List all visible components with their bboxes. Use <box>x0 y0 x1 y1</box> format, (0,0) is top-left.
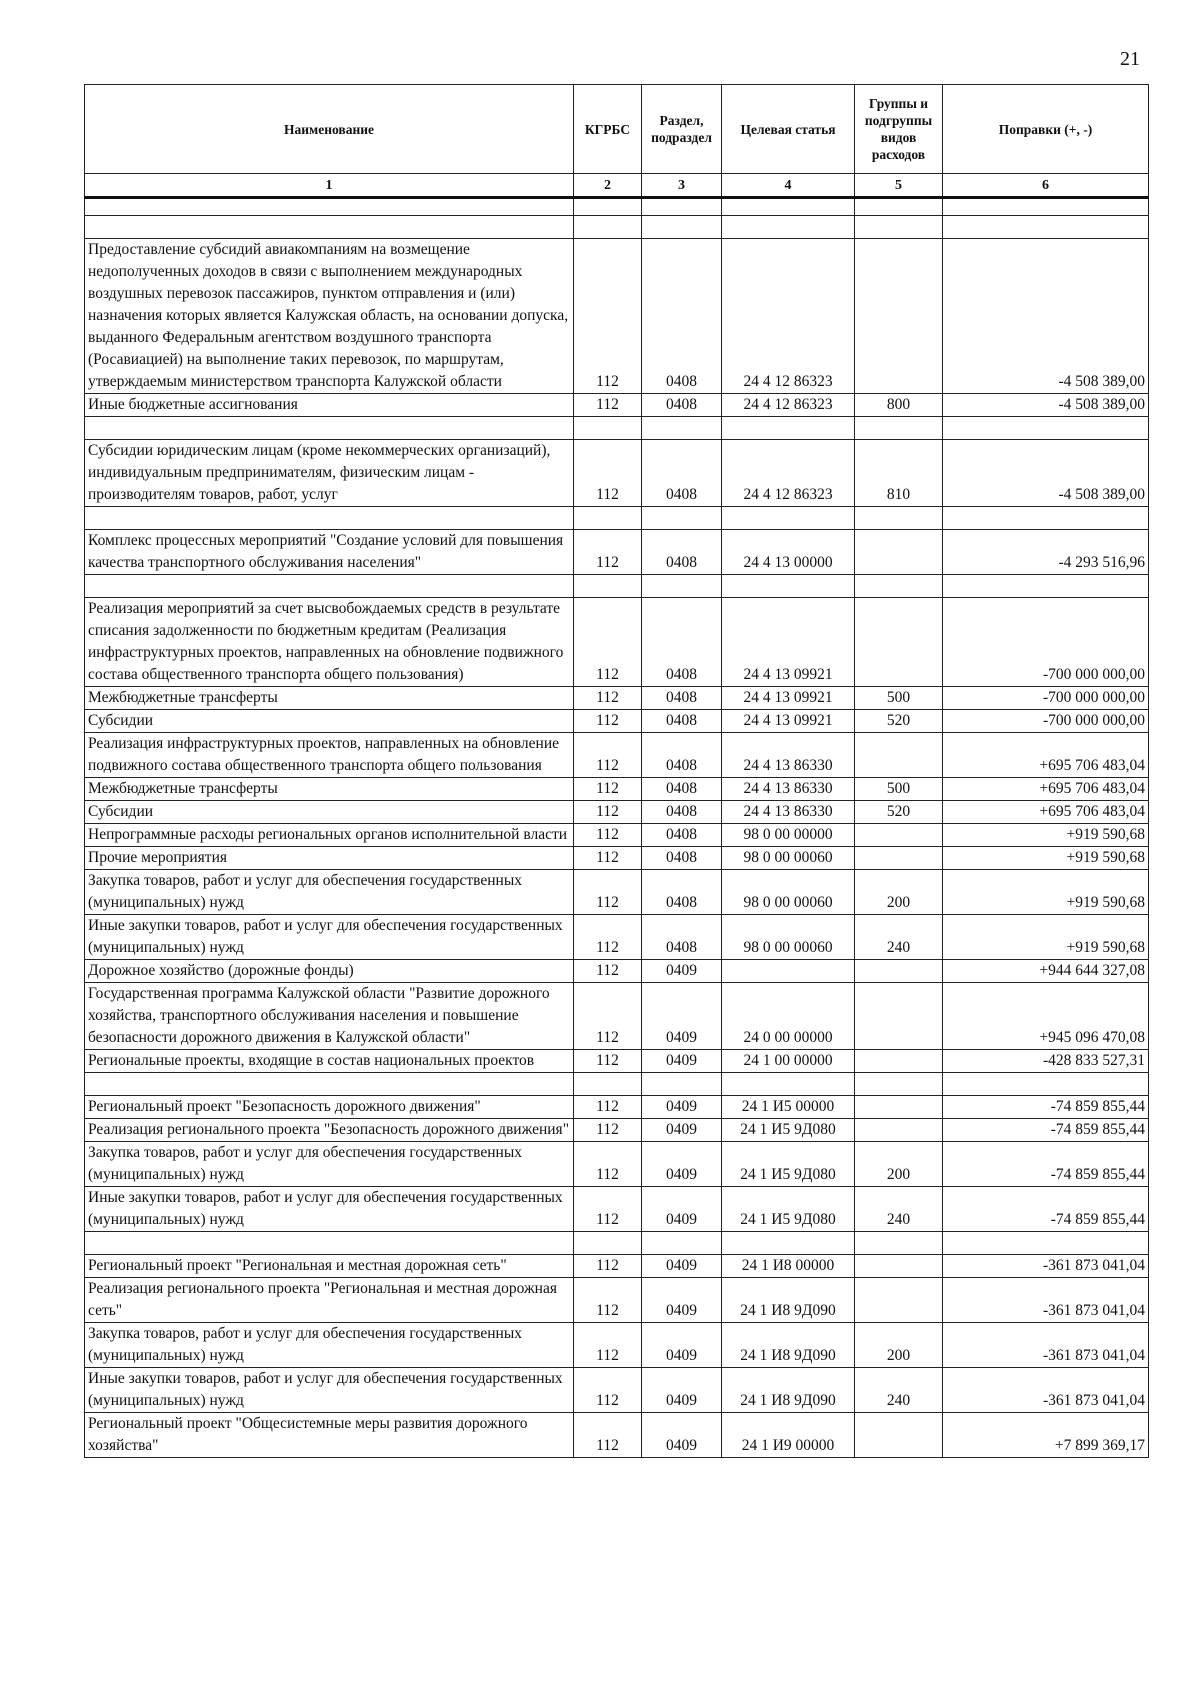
row-target-article: 24 0 00 00000 <box>722 983 855 1050</box>
row-kgrbs: 112 <box>574 710 642 733</box>
row-expense-type <box>855 983 943 1050</box>
row-expense-type: 200 <box>855 1323 943 1368</box>
row-target-article: 24 4 13 09921 <box>722 710 855 733</box>
table-row <box>85 847 1149 870</box>
table-row <box>85 824 1149 847</box>
row-target-article: 24 4 13 86330 <box>722 778 855 801</box>
row-name: Реализация мероприятий за счет высвобождаемых средств в результате списания задолженности по бюджетным кредитам (Реализация инфраструктурных проектов, направленных на обновление подвижного состава общественного транспорта общего пользования) <box>85 598 574 687</box>
row-kgrbs: 112 <box>574 1413 642 1458</box>
row-target-article: 24 1 И8 00000 <box>722 1255 855 1278</box>
table-row <box>85 983 1149 1050</box>
row-target-article: 24 1 И5 9Д080 <box>722 1142 855 1187</box>
row-target-article: 24 1 И5 00000 <box>722 1096 855 1119</box>
header-target-article: Целевая статья <box>722 85 855 174</box>
row-amount: -361 873 041,04 <box>943 1368 1149 1413</box>
row-expense-type <box>855 1255 943 1278</box>
row-amount: -74 859 855,44 <box>943 1096 1149 1119</box>
row-name: Государственная программа Калужской области "Развитие дорожного хозяйства, транспортного обслуживания населения и повышение безопасности дорожного движения в Калужской области" <box>85 983 574 1050</box>
table-row <box>85 870 1149 915</box>
row-target-article: 24 4 12 86323 <box>722 394 855 417</box>
row-expense-type: 200 <box>855 870 943 915</box>
row-kgrbs: 112 <box>574 1368 642 1413</box>
row-amount: -361 873 041,04 <box>943 1323 1149 1368</box>
table-row <box>85 530 1149 575</box>
row-kgrbs: 112 <box>574 915 642 960</box>
row-razdel: 0409 <box>642 1142 722 1187</box>
row-name: Прочие мероприятия <box>85 847 574 870</box>
row-expense-type <box>855 1413 943 1458</box>
row-kgrbs: 112 <box>574 598 642 687</box>
row-razdel: 0409 <box>642 960 722 983</box>
row-razdel: 0409 <box>642 1413 722 1458</box>
row-expense-type: 800 <box>855 394 943 417</box>
column-number-row <box>85 174 1149 198</box>
row-name: Комплекс процессных мероприятий "Создание условий для повышения качества транспортного обслуживания населения" <box>85 530 574 575</box>
row-target-article: 98 0 00 00060 <box>722 915 855 960</box>
row-razdel: 0408 <box>642 847 722 870</box>
row-expense-type: 500 <box>855 687 943 710</box>
row-name: Региональный проект "Общесистемные меры развития дорожного хозяйства" <box>85 1413 574 1458</box>
row-target-article: 24 4 12 86323 <box>722 440 855 507</box>
row-razdel: 0409 <box>642 983 722 1050</box>
table-header-row <box>85 85 1149 174</box>
row-name: Иные закупки товаров, работ и услуг для обеспечения государственных (муниципальных) нужд <box>85 1368 574 1413</box>
row-expense-type <box>855 847 943 870</box>
row-razdel: 0409 <box>642 1187 722 1232</box>
row-amount: +695 706 483,04 <box>943 733 1149 778</box>
row-expense-type <box>855 1050 943 1073</box>
row-name: Реализация регионального проекта "Безопасность дорожного движения" <box>85 1119 574 1142</box>
row-target-article: 24 1 И8 9Д090 <box>722 1323 855 1368</box>
table-row <box>85 239 1149 394</box>
row-target-article: 98 0 00 00060 <box>722 847 855 870</box>
row-target-article: 24 1 00 00000 <box>722 1050 855 1073</box>
row-name: Межбюджетные трансферты <box>85 687 574 710</box>
row-target-article <box>722 960 855 983</box>
row-kgrbs: 112 <box>574 1119 642 1142</box>
row-amount: -361 873 041,04 <box>943 1255 1149 1278</box>
row-razdel: 0408 <box>642 710 722 733</box>
row-target-article: 24 1 И8 9Д090 <box>722 1278 855 1323</box>
row-name: Региональный проект "Безопасность дорожного движения" <box>85 1096 574 1119</box>
row-target-article: 24 4 13 86330 <box>722 801 855 824</box>
row-name: Иные закупки товаров, работ и услуг для обеспечения государственных (муниципальных) нужд <box>85 1187 574 1232</box>
row-expense-type <box>855 239 943 394</box>
row-expense-type <box>855 530 943 575</box>
row-name: Субсидии юридическим лицам (кроме некоммерческих организаций), индивидуальным предпринимателям, физическим лицам - производителям товаров, работ, услуг <box>85 440 574 507</box>
table-row <box>85 1050 1149 1073</box>
row-razdel: 0409 <box>642 1119 722 1142</box>
table-body <box>85 198 1149 1458</box>
row-expense-type <box>855 598 943 687</box>
row-razdel: 0409 <box>642 1096 722 1119</box>
row-amount: -4 508 389,00 <box>943 394 1149 417</box>
row-amount: +7 899 369,17 <box>943 1413 1149 1458</box>
header-amendments: Поправки (+, -) <box>943 85 1149 174</box>
column-number: 1 <box>85 174 574 198</box>
row-target-article: 24 4 13 09921 <box>722 598 855 687</box>
row-expense-type: 200 <box>855 1142 943 1187</box>
table-row <box>85 1119 1149 1142</box>
row-target-article: 24 1 И5 9Д080 <box>722 1187 855 1232</box>
header-kgrbs: КГРБС <box>574 85 642 174</box>
table-row <box>85 1323 1149 1368</box>
row-razdel: 0409 <box>642 1255 722 1278</box>
row-name: Закупка товаров, работ и услуг для обеспечения государственных (муниципальных) нужд <box>85 870 574 915</box>
row-razdel: 0409 <box>642 1050 722 1073</box>
row-kgrbs: 112 <box>574 1255 642 1278</box>
column-number: 6 <box>943 174 1149 198</box>
row-expense-type: 240 <box>855 1368 943 1413</box>
row-expense-type: 500 <box>855 778 943 801</box>
row-razdel: 0408 <box>642 801 722 824</box>
row-expense-type <box>855 960 943 983</box>
row-target-article: 24 4 13 00000 <box>722 530 855 575</box>
row-amount: +919 590,68 <box>943 915 1149 960</box>
column-number: 3 <box>642 174 722 198</box>
row-target-article: 24 1 И8 9Д090 <box>722 1368 855 1413</box>
row-razdel: 0408 <box>642 824 722 847</box>
row-kgrbs: 112 <box>574 824 642 847</box>
row-razdel: 0408 <box>642 778 722 801</box>
row-kgrbs: 112 <box>574 778 642 801</box>
row-target-article: 98 0 00 00000 <box>722 824 855 847</box>
row-razdel: 0408 <box>642 733 722 778</box>
row-razdel: 0409 <box>642 1323 722 1368</box>
row-name: Закупка товаров, работ и услуг для обеспечения государственных (муниципальных) нужд <box>85 1323 574 1368</box>
row-razdel: 0408 <box>642 239 722 394</box>
row-amount: +944 644 327,08 <box>943 960 1149 983</box>
row-amount: -4 508 389,00 <box>943 440 1149 507</box>
row-amount: +945 096 470,08 <box>943 983 1149 1050</box>
table-row <box>85 394 1149 417</box>
row-expense-type: 520 <box>855 710 943 733</box>
column-number: 4 <box>722 174 855 198</box>
column-number: 2 <box>574 174 642 198</box>
table-row <box>85 687 1149 710</box>
row-kgrbs: 112 <box>574 1142 642 1187</box>
row-target-article: 98 0 00 00060 <box>722 870 855 915</box>
row-kgrbs: 112 <box>574 530 642 575</box>
table-row <box>85 1413 1149 1458</box>
row-amount: +919 590,68 <box>943 870 1149 915</box>
row-name: Субсидии <box>85 801 574 824</box>
row-kgrbs: 112 <box>574 1050 642 1073</box>
table-row <box>85 1255 1149 1278</box>
row-name: Закупка товаров, работ и услуг для обеспечения государственных (муниципальных) нужд <box>85 1142 574 1187</box>
table-row <box>85 598 1149 687</box>
table-row <box>85 778 1149 801</box>
row-name: Предоставление субсидий авиакомпаниям на возмещение недополученных доходов в связи с выполнением международных воздушных перевозок пассажиров, пунктом отправления и (или) назначения которых является Калужская область, на основании допуска, выданного Федеральным агентством воздушного транспорта (Росавиацией) на выполнение таких перевозок, по маршрутам, утверждаемым министерством транспорта Калужской области <box>85 239 574 394</box>
row-amount: +919 590,68 <box>943 847 1149 870</box>
row-amount: -74 859 855,44 <box>943 1142 1149 1187</box>
row-kgrbs: 112 <box>574 239 642 394</box>
row-kgrbs: 112 <box>574 1323 642 1368</box>
row-amount: -700 000 000,00 <box>943 710 1149 733</box>
row-amount: +695 706 483,04 <box>943 778 1149 801</box>
header-name: Наименование <box>85 85 574 174</box>
row-expense-type: 240 <box>855 1187 943 1232</box>
row-amount: -4 508 389,00 <box>943 239 1149 394</box>
table-row <box>85 1096 1149 1119</box>
column-number: 5 <box>855 174 943 198</box>
table-row <box>85 710 1149 733</box>
table-row <box>85 960 1149 983</box>
row-name: Дорожное хозяйство (дорожные фонды) <box>85 960 574 983</box>
row-name: Региональный проект "Региональная и местная дорожная сеть" <box>85 1255 574 1278</box>
row-amount: -700 000 000,00 <box>943 687 1149 710</box>
row-target-article: 24 4 12 86323 <box>722 239 855 394</box>
row-kgrbs: 112 <box>574 733 642 778</box>
row-expense-type: 810 <box>855 440 943 507</box>
table-row <box>85 1278 1149 1323</box>
row-target-article: 24 4 13 09921 <box>722 687 855 710</box>
budget-table <box>84 84 1149 1458</box>
row-target-article: 24 1 И5 9Д080 <box>722 1119 855 1142</box>
row-kgrbs: 112 <box>574 1096 642 1119</box>
row-amount: +919 590,68 <box>943 824 1149 847</box>
row-expense-type: 520 <box>855 801 943 824</box>
row-kgrbs: 112 <box>574 687 642 710</box>
row-razdel: 0408 <box>642 915 722 960</box>
row-name: Реализация инфраструктурных проектов, направленных на обновление подвижного состава общественного транспорта общего пользования <box>85 733 574 778</box>
row-name: Реализация регионального проекта "Региональная и местная дорожная сеть" <box>85 1278 574 1323</box>
row-kgrbs: 112 <box>574 983 642 1050</box>
page-number: 21 <box>1120 48 1140 70</box>
row-amount: -74 859 855,44 <box>943 1187 1149 1232</box>
row-kgrbs: 112 <box>574 801 642 824</box>
table-row <box>85 801 1149 824</box>
row-razdel: 0409 <box>642 1278 722 1323</box>
row-amount: -700 000 000,00 <box>943 598 1149 687</box>
row-name: Субсидии <box>85 710 574 733</box>
row-kgrbs: 112 <box>574 1187 642 1232</box>
row-amount: -74 859 855,44 <box>943 1119 1149 1142</box>
row-name: Иные бюджетные ассигнования <box>85 394 574 417</box>
table-row <box>85 440 1149 507</box>
row-amount: -4 293 516,96 <box>943 530 1149 575</box>
header-razdel: Раздел, подраздел <box>642 85 722 174</box>
row-amount: -361 873 041,04 <box>943 1278 1149 1323</box>
row-expense-type: 240 <box>855 915 943 960</box>
row-expense-type <box>855 1278 943 1323</box>
row-kgrbs: 112 <box>574 440 642 507</box>
row-amount: +695 706 483,04 <box>943 801 1149 824</box>
table-row <box>85 1142 1149 1187</box>
table-row <box>85 915 1149 960</box>
row-razdel: 0408 <box>642 394 722 417</box>
row-razdel: 0408 <box>642 870 722 915</box>
table-row <box>85 733 1149 778</box>
row-expense-type <box>855 733 943 778</box>
row-name: Межбюджетные трансферты <box>85 778 574 801</box>
row-expense-type <box>855 1096 943 1119</box>
row-target-article: 24 4 13 86330 <box>722 733 855 778</box>
table-row <box>85 1368 1149 1413</box>
row-razdel: 0408 <box>642 598 722 687</box>
row-razdel: 0409 <box>642 1368 722 1413</box>
row-expense-type <box>855 1119 943 1142</box>
row-razdel: 0408 <box>642 687 722 710</box>
row-razdel: 0408 <box>642 530 722 575</box>
row-kgrbs: 112 <box>574 1278 642 1323</box>
row-kgrbs: 112 <box>574 847 642 870</box>
row-target-article: 24 1 И9 00000 <box>722 1413 855 1458</box>
row-name: Региональные проекты, входящие в состав национальных проектов <box>85 1050 574 1073</box>
header-expense-type: Группы и подгруппы видов расходов <box>855 85 943 174</box>
table-row <box>85 1187 1149 1232</box>
row-kgrbs: 112 <box>574 394 642 417</box>
row-razdel: 0408 <box>642 440 722 507</box>
row-kgrbs: 112 <box>574 960 642 983</box>
row-kgrbs: 112 <box>574 870 642 915</box>
row-amount: -428 833 527,31 <box>943 1050 1149 1073</box>
row-name: Иные закупки товаров, работ и услуг для обеспечения государственных (муниципальных) нужд <box>85 915 574 960</box>
row-name: Непрограммные расходы региональных органов исполнительной власти <box>85 824 574 847</box>
row-expense-type <box>855 824 943 847</box>
